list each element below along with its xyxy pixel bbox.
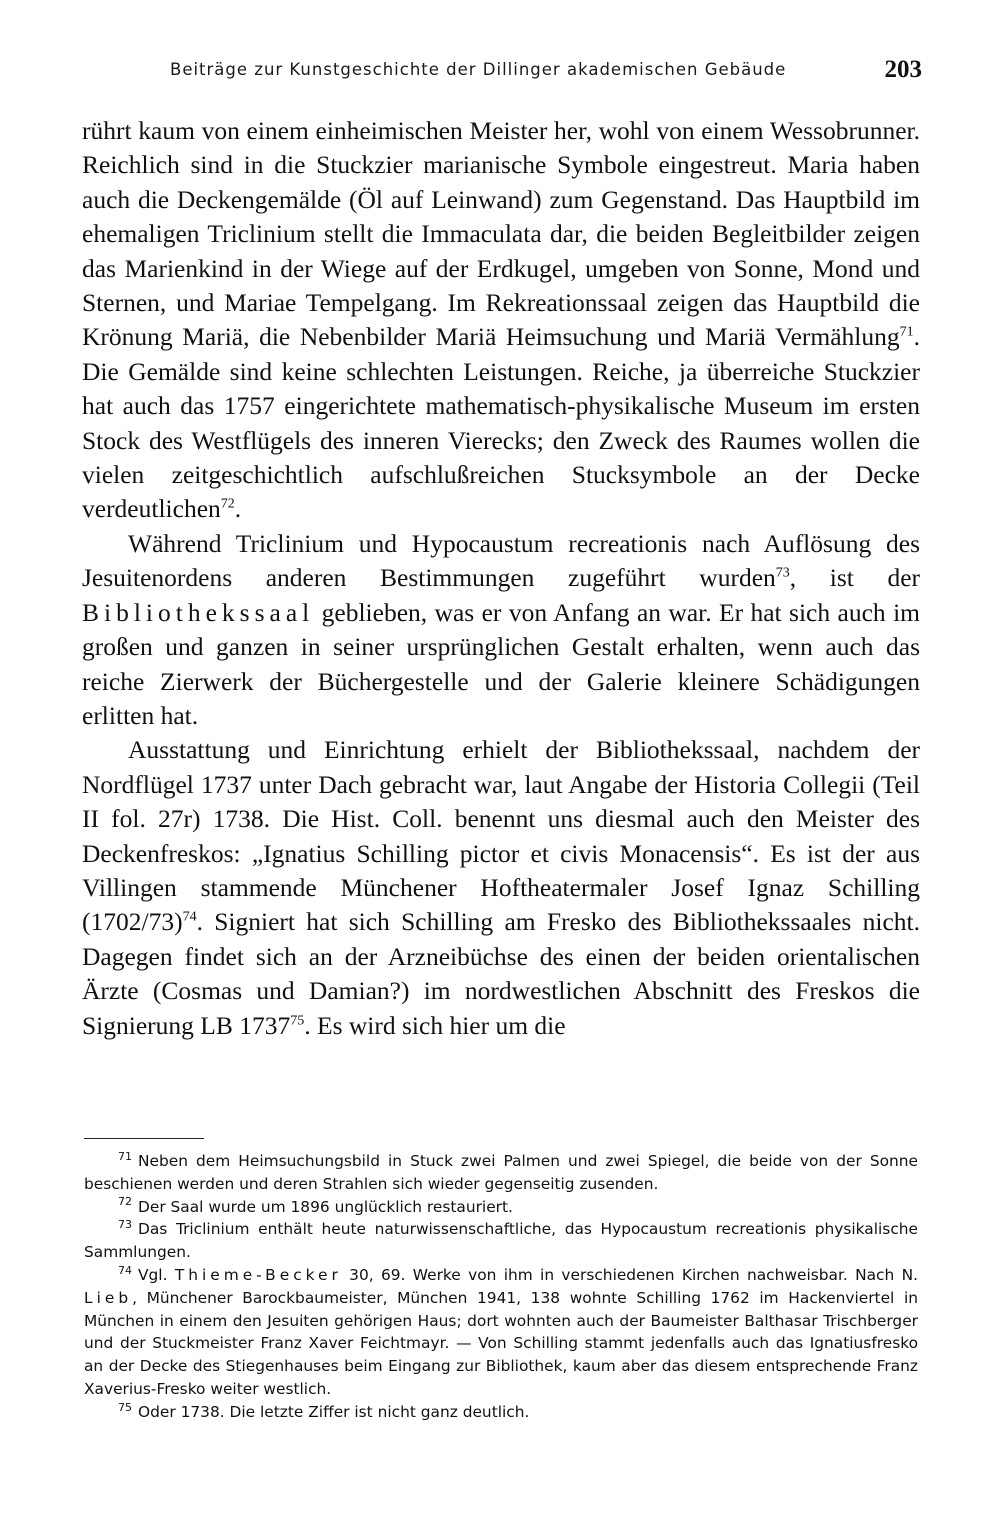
footnote-text: Das Triclinium enthält heute naturwissenschaftliche, das Hypocaustum recreationis physikalische Sammlungen. [84,1220,918,1262]
footnote-number: 71 [118,1149,132,1163]
footnote-text-part-a: Vgl. [138,1265,175,1284]
spaced-term-bibliothekssaal: Bibliothekssaal [82,597,315,627]
paragraph-2-part-b: , ist der [789,563,921,593]
paragraph-1-part-c: . [234,494,242,524]
footnote-74 [84,1264,918,1401]
footnote-ref-75: 75 [290,1013,305,1029]
footnote-73 [84,1218,918,1264]
footnote-ref-73: 73 [775,565,790,581]
page-number: 203 [884,56,922,83]
footnote-72 [84,1196,918,1219]
footnote-number: 73 [118,1218,132,1232]
paragraph-1 [82,114,920,527]
spaced-author-thieme-becker: Thieme-Becker [174,1265,342,1284]
footnote-number: 75 [118,1400,132,1414]
paragraph-1-part-b: . Die Gemälde sind keine schlechten Leistungen. Reiche, ja überreiche Stuckzier hat auch das 1757 eingerichtete mathematisch-physikalische Museum im ersten Stock des Westflügels des inneren Vierecks; den Zweck des Raumes wollen die vielen zeitgeschichtlich aufschlußreichen Stucksymbole an der Decke verdeutlichen [82,322,920,524]
paragraph-1-part-a: rührt kaum von einem einheimischen Meister her, wohl von einem Wessobrunner. Reichlich sind in die Stuckzier marianische Symbole eingestreut. Maria haben auch die Deckengemälde (Öl auf Leinwand) zum Gegenstand. Das Hauptbild im ehemaligen Triclinium stellt die Immaculata dar, die beiden Begleitbilder zeigen das Marienkind in der Wiege auf der Erdkugel, umgeben von Sonne, Mond und Sternen, und Mariae Tempelgang. Im Rekreationssaal zeigen das Hauptbild die Krönung Mariä, die Nebenbilder Mariä Heimsuchung und Mariä Vermählung [82,116,920,352]
footnote-75 [84,1401,918,1424]
footnote-ref-71: 71 [899,324,914,340]
paragraph-3 [82,733,920,1043]
footnote-text-part-c: , Münchener Barockbaumeister, München 1941, 138 wohnte Schilling 1762 im Hackenviertel in München in einem den Jesuiten gehörigen Haus; dort wohnten auch der Baumeister Balthasar Trischberger und der Stuckmeister Franz Xaver Feichtmayr. — Von Schilling stammt jedenfalls auch das Ignatiusfresko an der Decke des Stiegenhauses beim Eingang zur Bibliothek, kaum aber das diesem entsprechende Franz Xaverius-Fresko weiter westlich. [84,1288,918,1398]
main-text [82,114,920,1043]
footnote-divider [84,1138,204,1139]
footnote-ref-74: 74 [182,909,197,925]
paragraph-3-part-b: . Signiert hat sich Schilling am Fresko des Bibliothekssaales nicht. Dagegen findet sich an der Arzneibüchse des einen der beiden orientalischen Ärzte (Cosmas und Damian?) im nordwestlichen Abschnitt des Freskos die Signierung LB 1737 [82,907,920,1040]
paragraph-2-part-a: Während Triclinium und Hypocaustum recreationis nach Auflösung des Jesuitenordens anderen Bestimmungen zugeführt wurden [82,528,920,593]
footnote-text: Der Saal wurde um 1896 unglücklich restauriert. [138,1197,513,1216]
paragraph-2-part-c: geblieben, was er von Anfang an war. Er hat sich auch im großen und ganzen in seiner ursprünglichen Gestalt erhalten, wenn auch das reiche Zierwerk der Büchergestelle und der Galerie kleinere Schädigungen erlitten hat. [82,597,920,730]
footnote-ref-72: 72 [220,496,235,512]
spaced-author-lieb: Lieb [84,1288,133,1307]
running-title: Beiträge zur Kunstgeschichte der Dillinger akademischen Gebäude [170,60,787,79]
footnotes [84,1150,918,1424]
footnote-number: 72 [118,1195,132,1209]
footnote-text: Neben dem Heimsuchungsbild in Stuck zwei Palmen und zwei Spiegel, die beide von der Sonne beschienen werden und deren Strahlen sich wieder gegenseitig zusenden. [84,1152,918,1193]
paragraph-3-part-c: . Es wird sich hier um die [304,1010,566,1040]
footnote-text: Oder 1738. Die letzte Ziffer ist nicht ganz deutlich. [138,1402,530,1421]
footnote-71 [84,1150,918,1196]
paragraph-2 [82,527,920,733]
footnote-text-part-b: 30, 69. Werke von ihm in verschiedenen Kirchen nachweisbar. Nach N. [341,1265,918,1284]
paragraph-3-part-a: Ausstattung und Einrichtung erhielt der Bibliothekssaal, nachdem der Nordflügel 1737 unter Dach gebracht war, laut Angabe der Historia Collegii (Teil II fol. 27r) 1738. Die Hist. Coll. benennt uns diesmal auch den Meister des Deckenfreskos: „Ignatius Schilling pictor et civis Monacensis“. Es ist der aus Villingen stammende Münchener Hoftheatermaler Josef Ignaz Schilling (1702/73) [82,735,920,937]
footnote-number: 74 [118,1263,132,1277]
running-header [170,56,922,92]
